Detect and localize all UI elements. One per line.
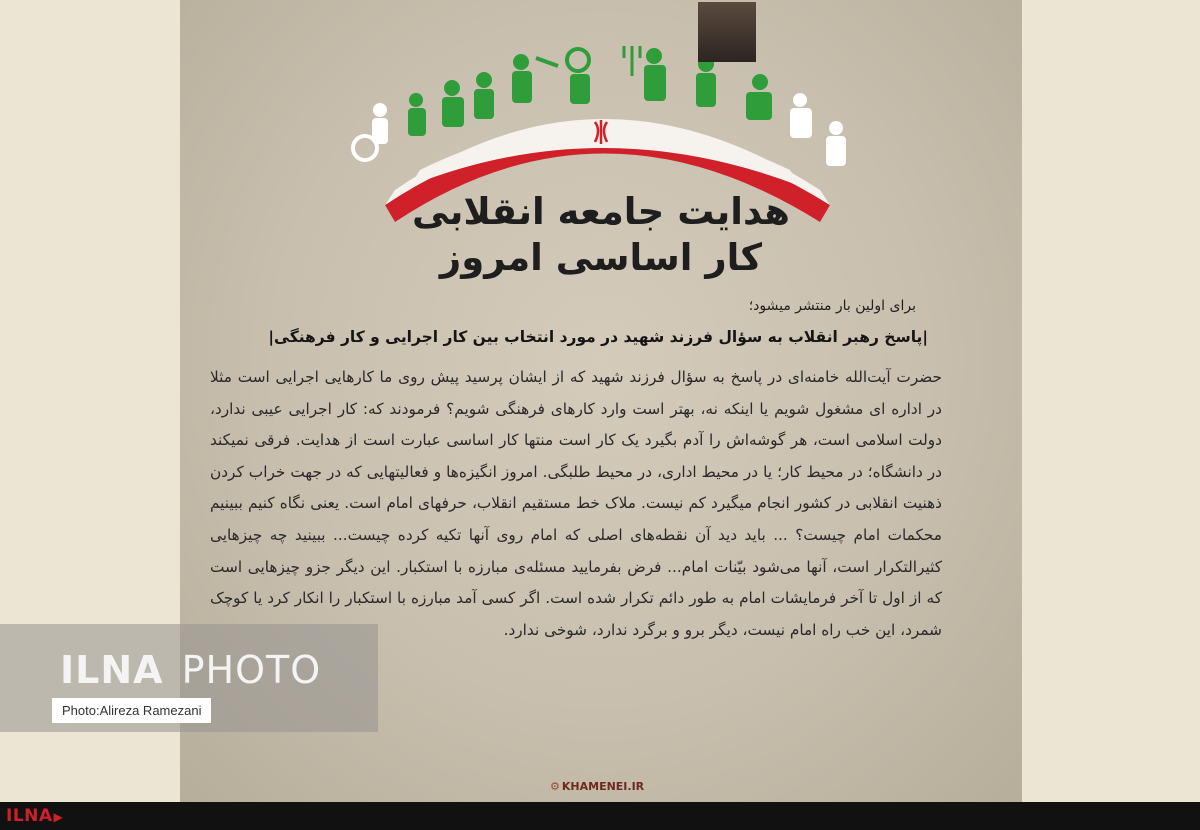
site-mark [550, 780, 644, 793]
footer-logo-text: ILNA [6, 806, 53, 826]
body-text [210, 362, 942, 646]
subtitle: برای اولین بار منتشر میشود؛ [748, 298, 916, 314]
footer-logo[interactable] [6, 806, 63, 826]
lead-text: |پاسخ رهبر انقلاب به سؤال فرزند شهید در مورد انتخاب بین کار اجرایی و کار فرهنگی| [268, 328, 928, 346]
portrait-photo [698, 2, 756, 62]
body-paragraph: حضرت آیت‌الله خامنه‌ای در پاسخ به سؤال فرزند شهید که از ایشان پرسید پیش روی ما کارهایی اجرایی است مثلا در اداره ای مشغول شویم یا اینکه نه، بهتر است وارد کارهای فرهنگی شویم؟ فرمودند که: کار اجرایی عیبی ندارد، دولت اسلامی است، هر گوشه‌اش را آدم بگیرد یک کار است منتها کار اساسی عبارت است از هدایت. فرقی نمیکند در دانشگاه؛ در محیط کار؛ یا در محیط اداری، در محیط طلبگی. امروز انگیزه‌ها و فعالیتهایی که در جهت خراب کردن ذهنیت انقلابی در کشور انجام میگیرد کم نیست. ملاک خط مستقیم انقلاب، حرفهای امام است. یعنی نگاه کنیم ببینیم محکمات امام چیست؟ ... باید دید آن نقطه‌های اصلی که امام روی آنها تکیه کرده چیست... ببینید چه چیزهایی کثیرالتکرار است، آنها می‌شود بیّنات امام... فرض بفرمایید مسئله‌ی مبارزه با استکبار. این دیگر جزو چیزهایی است که از اول تا آخر فرمایشات امام به طور دائم تکرار شده است. اگر کسی آمد مبارزه با استکبار را انکار کرد یا کوچک شمرد، این خب راه امام نیست، دیگر برو و برگرد ندارد، شوخی ندارد. [210, 368, 942, 639]
watermark-brand-bold: ILNA [60, 648, 164, 692]
footer-bar [0, 802, 1200, 830]
watermark-brand [60, 648, 321, 692]
title-line-2: کار اساسی امروز [439, 236, 763, 279]
gear-icon: ⚙ [550, 780, 560, 793]
photo-credit: Photo:Alireza Ramezani [52, 698, 211, 723]
watermark-brand-light: PHOTO [181, 648, 322, 692]
site-mark-text: KHAMENEI.IR [561, 780, 645, 793]
right-margin [1020, 0, 1200, 802]
play-arrow-icon: ▶ [53, 810, 64, 824]
iran-emblem-icon [595, 120, 607, 144]
title-line-1: هدایت جامعه انقلابی [412, 190, 790, 233]
